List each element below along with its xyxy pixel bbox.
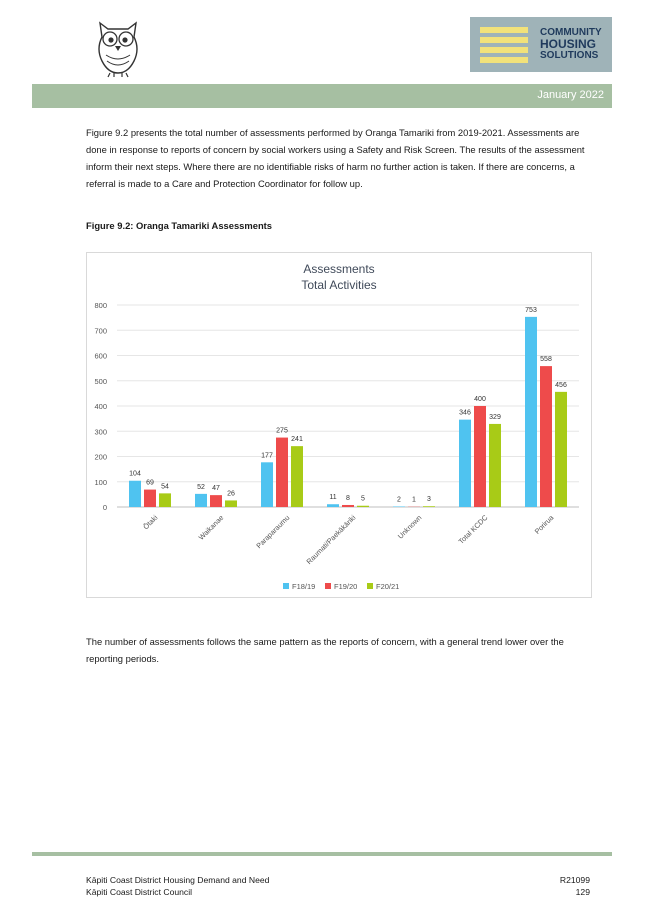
x-category-label: Paraparaumu xyxy=(254,513,292,551)
bar xyxy=(291,446,303,507)
bar xyxy=(423,506,435,507)
bar xyxy=(342,505,354,507)
bar-value-label: 400 xyxy=(474,396,486,403)
legend-label: F20/21 xyxy=(376,582,400,591)
bar-value-label: 275 xyxy=(276,427,288,435)
closing-paragraph: The number of assessments follows the same pattern as the reports of concern, with a general trend lower over the reporting periods. xyxy=(86,636,564,664)
x-category-label: Unknown xyxy=(395,513,424,541)
y-tick-label: 200 xyxy=(94,452,107,462)
bar-value-label: 346 xyxy=(459,409,471,417)
bar xyxy=(195,494,207,507)
logo-line-3: SOLUTIONS xyxy=(540,50,599,61)
y-tick-label: 500 xyxy=(94,376,107,386)
bar xyxy=(357,506,369,507)
footer-report-title: Kāpiti Coast District Housing Demand and Need xyxy=(86,875,270,885)
bar xyxy=(225,500,237,507)
bar-value-label: 47 xyxy=(212,485,220,493)
bar-value-label: 104 xyxy=(129,470,141,478)
y-tick-label: 100 xyxy=(94,477,107,487)
bar xyxy=(327,504,339,507)
bar-value-label: 177 xyxy=(261,452,273,460)
bar-value-label: 1 xyxy=(412,496,416,504)
bar-value-label: 54 xyxy=(161,483,169,491)
bar-value-label: 241 xyxy=(291,436,303,444)
bar-value-label: 456 xyxy=(555,381,567,389)
bar-value-label: 8 xyxy=(346,494,350,502)
x-category-label: Total KCDC xyxy=(456,513,490,546)
y-tick-label: 400 xyxy=(94,402,107,411)
figure-caption: Figure 9.2: Oranga Tamariki Assessments xyxy=(86,220,273,231)
bar xyxy=(393,506,405,507)
legend-swatch xyxy=(367,583,373,589)
bar-value-label: 52 xyxy=(197,483,205,491)
bar xyxy=(459,420,471,507)
legend-label: F19/20 xyxy=(334,582,358,591)
footer-band xyxy=(32,852,612,856)
header-date: January 2022 xyxy=(537,89,604,101)
intro-paragraph: Figure 9.2 presents the total number of assessments performed by Oranga Tamariki from 2019-2021. Assessments are done in response to reports of concern by social workers using a Safety and Risk Screen. The results of the assessment inform their next steps. Where there are no identifiable risks of harm no further action is taken. If there are concerns, a referral is made to a Care and Protection Coordinator for follow up. xyxy=(86,127,585,189)
footer-organisation: Kāpiti Coast District Council xyxy=(86,887,193,897)
bar-value-label: 2 xyxy=(397,496,401,504)
community-housing-solutions-logo xyxy=(470,17,612,72)
chart-title: Assessments xyxy=(303,262,375,276)
bar xyxy=(489,424,501,507)
bar-value-label: 11 xyxy=(329,494,337,502)
x-category-label: Ōtaki xyxy=(141,513,160,532)
chart-container xyxy=(86,252,592,598)
legend-label: F18/19 xyxy=(292,582,316,591)
y-tick-label: 700 xyxy=(94,326,107,336)
y-tick-label: 0 xyxy=(102,503,107,512)
legend-swatch xyxy=(325,583,331,589)
x-category-label: Porirua xyxy=(532,513,556,536)
logo-line-1: COMMUNITY xyxy=(540,27,602,38)
y-tick-label: 800 xyxy=(94,301,107,310)
bar xyxy=(144,490,156,507)
chart-subtitle: Total Activities xyxy=(301,278,377,292)
bar xyxy=(525,317,537,507)
y-tick-label: 300 xyxy=(94,427,107,437)
bar-value-label: 329 xyxy=(489,413,501,421)
bar xyxy=(261,462,273,507)
legend-swatch xyxy=(283,583,289,589)
footer-report-number: R21099 xyxy=(559,875,590,885)
y-tick-label: 600 xyxy=(94,351,107,361)
bar xyxy=(129,481,141,507)
bar-value-label: 3 xyxy=(427,496,431,504)
bar-value-label: 26 xyxy=(227,490,235,498)
header-band xyxy=(32,84,612,108)
bar xyxy=(210,495,222,507)
logo-line-2: HOUSING xyxy=(540,37,597,51)
bar xyxy=(540,366,552,507)
bar-value-label: 5 xyxy=(361,495,365,503)
x-category-label: Waikanae xyxy=(196,513,226,542)
bar xyxy=(474,406,486,507)
owl-logo xyxy=(90,15,146,79)
bar-value-label: 69 xyxy=(146,479,154,487)
x-category-label: Raumati/Paekākāriki xyxy=(304,513,358,567)
bar xyxy=(159,493,171,507)
footer-page-number: 129 xyxy=(575,887,590,897)
bar-value-label: 753 xyxy=(525,306,537,314)
bar-value-label: 558 xyxy=(540,356,552,364)
logo-stripes-icon xyxy=(470,17,534,72)
assessments-bar-chart xyxy=(87,253,591,597)
bar xyxy=(555,392,567,507)
bar xyxy=(276,438,288,507)
